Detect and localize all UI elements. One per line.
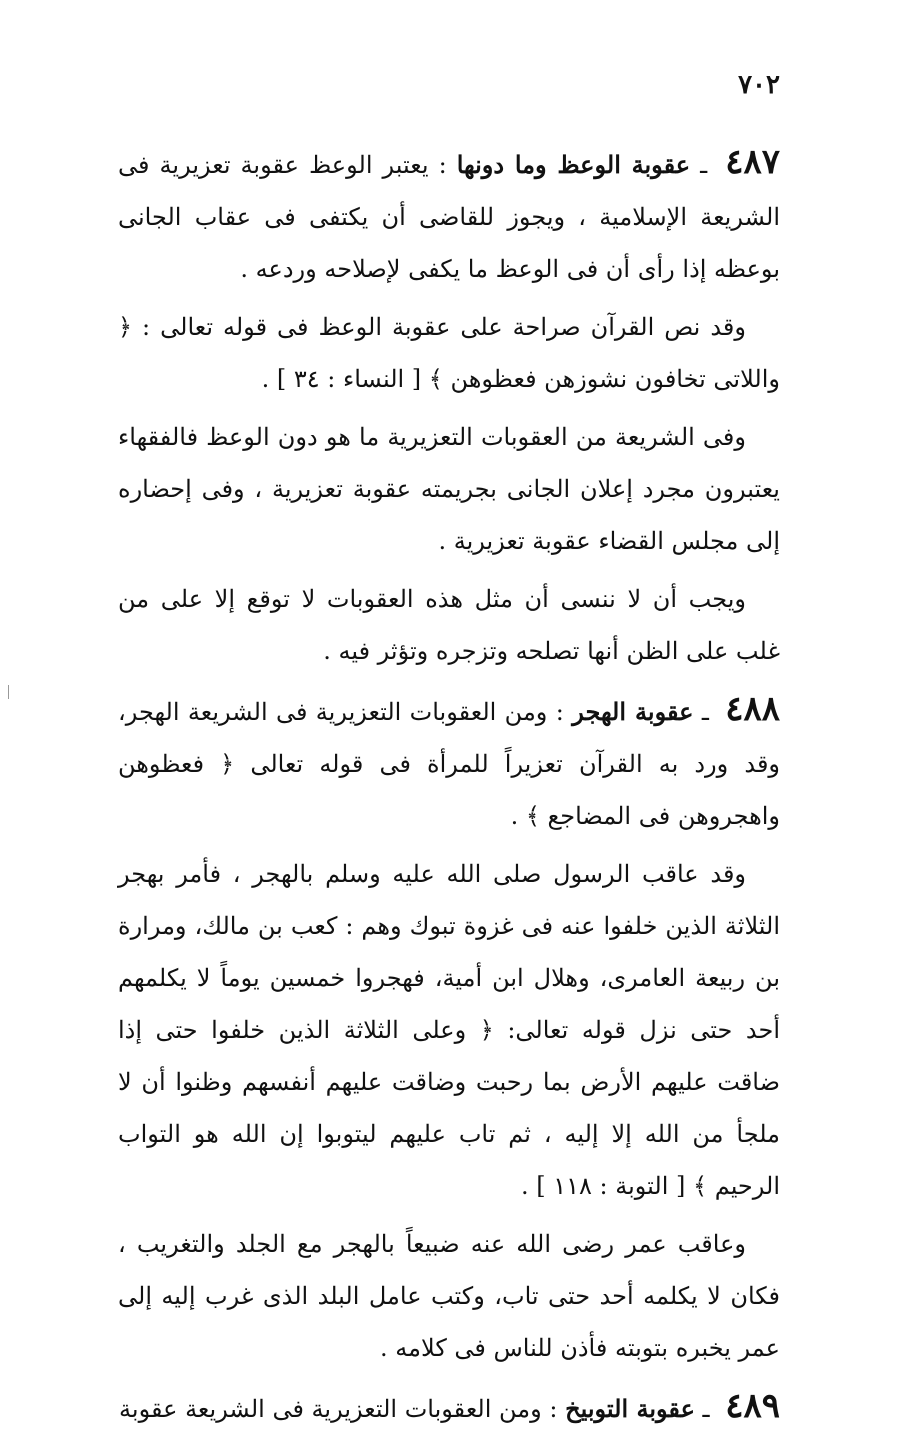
paragraph-text: يعتبر الوعظ عقوبة تعزيرية فى الشريعة الإسلامية ، ويجوز للقاضى أن يكتفى فى عقاب الجانى بوعظه إذا رأى أن فى الوعظ ما يكفى لإصلاحه وردعه . — [118, 151, 780, 283]
paragraph-text: ومن العقوبات التعزيرية فى الشريعة عقوبة — [119, 1395, 542, 1423]
section-number: ٤٨٧ — [725, 142, 780, 182]
paragraph-text: ومن العقوبات التعزيرية فى الشريعة الهجر، وقد ورد به القرآن تعزيراً للمرأة فى قوله تعالى ﴿ فعظوهن واهجروهن فى المضاجع ﴾ . — [118, 698, 781, 830]
paragraph: وقد نص القرآن صراحة على عقوبة الوعظ فى قوله تعالى : ﴿ واللاتى تخافون نشوزهن فعظوهن ﴾ [ النساء : ٣٤ ] . — [118, 313, 780, 393]
paragraph: وفى الشريعة من العقوبات التعزيرية ما هو دون الوعظ فالفقهاء يعتبرون مجرد إعلان الجانى بجريمته عقوبة تعزيرية ، وفى إحضاره إلى مجلس القضاء عقوبة تعزيرية . — [118, 423, 780, 555]
section-heading-paragraph: ٤٨٧ ـ عقوبة الوعظ وما دونها : يعتبر الوعظ عقوبة تعزيرية فى الشريعة الإسلامية ، ويجوز للقاضى أن يكتفى فى عقاب الجانى بوعظه إذا رأى أن فى الوعظ ما يكفى لإصلاحه وردعه . — [118, 142, 780, 283]
body-text — [118, 136, 780, 1441]
section-title: عقوبة الهجر — [572, 697, 694, 726]
page-number: ٧٠٢ — [738, 70, 780, 100]
section-title: عقوبة الوعظ وما دونها — [456, 150, 691, 179]
margin-mark — [8, 685, 9, 699]
paragraph: وقد عاقب الرسول صلى الله عليه وسلم بالهجر ، فأمر بهجر الثلاثة الذين خلفوا عنه فى غزوة تبوك وهم : كعب بن مالك، ومرارة بن ربيعة العامرى، وهلال ابن أمية، فهجروا خمسين يوماً لا يكلمهم أحد حتى نزل قوله تعالى: ﴿ وعلى الثلاثة الذين خلفوا حتى إذا ضاقت عليهم الأرض بما رحبت وضاقت عليهم أنفسهم وظنوا أن لا ملجأ من الله إلا إليه ، ثم تاب عليهم ليتوبوا إن الله هو التواب الرحيم ﴾ [ التوبة : ١١٨ ] . — [118, 860, 780, 1200]
section-number: ٤٨٩ — [725, 1386, 780, 1426]
section-heading-paragraph: ٤٨٨ ـ عقوبة الهجر : ومن العقوبات التعزيرية فى الشريعة الهجر، وقد ورد به القرآن تعزيراً للمرأة فى قوله تعالى ﴿ فعظوهن واهجروهن فى المضاجع ﴾ . — [118, 689, 781, 830]
paragraph: ويجب أن لا ننسى أن مثل هذه العقوبات لا توقع إلا على من غلب على الظن أنها تصلحه وتزجره وتؤثر فيه . — [118, 585, 780, 665]
section-title: عقوبة التوبيخ — [565, 1394, 695, 1423]
section-number: ٤٨٨ — [725, 689, 781, 729]
section-heading-paragraph: ٤٨٩ ـ عقوبة التوبيخ : ومن العقوبات التعزيرية فى الشريعة عقوبة — [119, 1386, 780, 1426]
paragraph: وعاقب عمر رضى الله عنه ضبيعاً بالهجر مع الجلد والتغريب ، فكان لا يكلمه أحد حتى تاب، وكتب عامل البلد الذى غرب إليه إلى عمر يخبره بتوبته فأذن للناس فى كلامه . — [118, 1230, 780, 1362]
